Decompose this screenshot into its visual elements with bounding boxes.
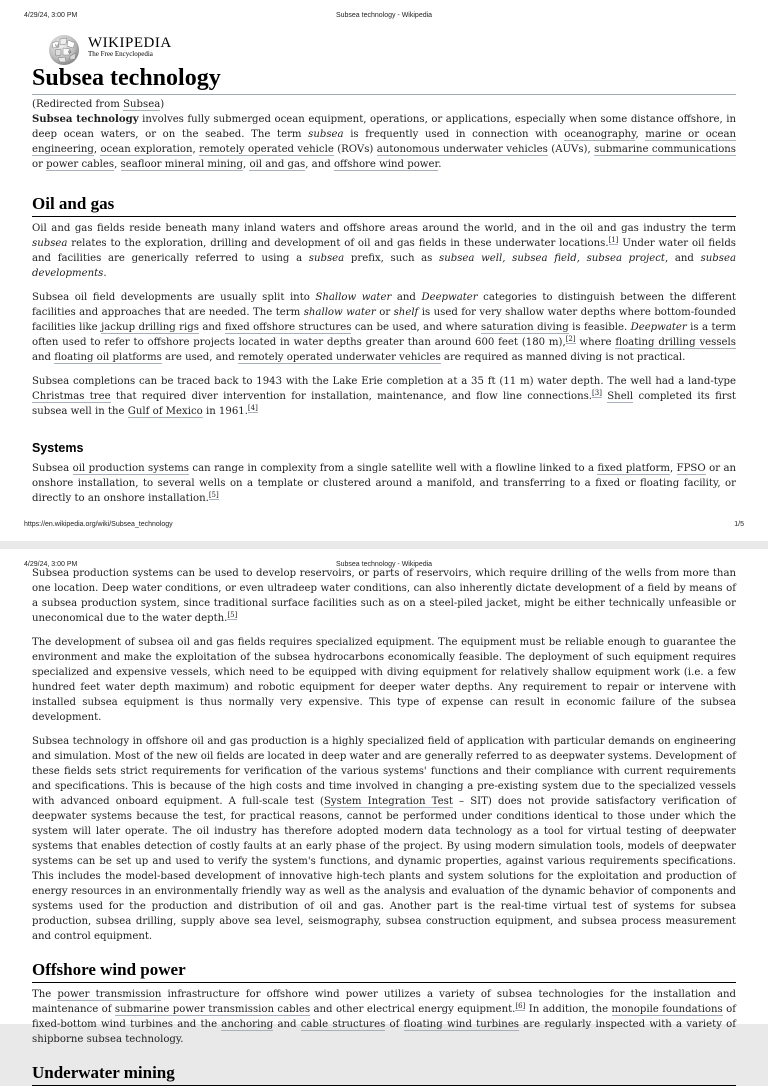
citation-1[interactable]: [1] bbox=[608, 235, 619, 244]
link-fixed-offshore-structures[interactable]: fixed offshore structures bbox=[224, 322, 352, 333]
redirect-link[interactable]: Subsea bbox=[123, 99, 161, 110]
wind-paragraph-1: The power transmission infrastructure for offshore wind power utilizes a variety of subsea technologies for the installation and maintenance of submarine power transmission cables and other electrical energy equipment.[6] In addition, the monopile foundations of fixed-bottom wind turbines and the anchoring and cable structures of floating wind turbines are regularly inspected with a variety of shipborne subsea technology. bbox=[32, 989, 737, 1045]
svg-text:W: W bbox=[55, 43, 60, 48]
link-fixed-platform[interactable]: fixed platform bbox=[597, 463, 670, 474]
link-fpso[interactable]: FPSO bbox=[676, 463, 706, 474]
citation-5b[interactable]: [5] bbox=[227, 610, 238, 619]
link-jackup-rigs[interactable]: jackup drilling rigs bbox=[101, 322, 199, 333]
link-submarine-power-cables[interactable]: submarine power transmission cables bbox=[114, 1004, 311, 1015]
article-body-page-1 bbox=[32, 63, 736, 506]
section-heading-systems: Systems bbox=[32, 441, 84, 455]
systems-paragraph-1: Subsea oil production systems can range in complexity from a single satellite well with a flowline linked to a fixed platform, FPSO or an onshore installation, to several wells on a template or clustered around a manifold, and transferring to a fixed or floating facility, or directly to an onshore installation.[5] bbox=[32, 463, 737, 504]
link-saturation-diving[interactable]: saturation diving bbox=[481, 322, 569, 333]
link-floating-drilling-vessels[interactable]: floating drilling vessels bbox=[615, 337, 736, 348]
link-ocean-exploration[interactable]: ocean exploration bbox=[100, 144, 193, 155]
oil-gas-paragraph-1: Oil and gas fields reside beneath many inland waters and offshore areas around the world, and in the oil and gas industry the term subsea relates to the exploration, drilling and development of oil and gas fields in these underwater locations.[1] Under water oil fields and facilities are generically referred to using a subsea prefix, such as subsea well, subsea field, subsea project, and subsea developments. bbox=[32, 223, 737, 279]
citation-6[interactable]: [6] bbox=[515, 1001, 526, 1010]
citation-3[interactable]: [3] bbox=[592, 388, 602, 397]
section-heading-offshore-wind-power: Offshore wind power bbox=[32, 959, 736, 983]
wordmark-tagline: The Free Encyclopedia bbox=[88, 50, 153, 58]
print-datetime: 4/29/24, 3:00 PM bbox=[24, 12, 78, 19]
section-heading-oil-and-gas: Oil and gas bbox=[32, 193, 736, 217]
systems-paragraph-3: The development of subsea oil and gas fields requires specialized equipment. The equipment must be reliable enough to guarantee the environment and make the exploitation of the subsea hydrocarbons economically feasible. The deployment of such equipment requires specialized and expensive vessels, which need to be equipped with diving equipment for relatively shallow equipment work (i.e. a few hundred feet water depth maximum) and robotic equipment for deeper water depths. Any requirement to repair or intervene with installed subsea equipment is thus normally very expensive. This type of expense can result in economic failure of the subsea development. bbox=[32, 637, 736, 723]
link-floating-wind-turbines[interactable]: floating wind turbines bbox=[403, 1019, 520, 1030]
link-remotely-operated-vehicles[interactable]: remotely operated underwater vehicles bbox=[237, 352, 441, 363]
link-shell[interactable]: Shell bbox=[607, 391, 634, 402]
systems-paragraph-2: Subsea production systems can be used to develop reservoirs, or parts of reservoirs, which require drilling of the wells from more than one location. Deep water conditions, or even ultradeep water conditions, can also inherently dictate development of a field by means of a subsea production system, since traditional surface facilities such as on a steel-piled jacket, might be either technically unfeasible or uneconomical due to the water depth.[5] bbox=[32, 568, 736, 624]
link-floating-oil-platforms[interactable]: floating oil platforms bbox=[54, 352, 162, 363]
link-cable-structures[interactable]: cable structures bbox=[300, 1019, 386, 1030]
lead-paragraph: Subsea technology involves fully submerged ocean equipment, operations, or applications, especially when some distance offshore, in deep ocean waters, or on the seabed. The term subsea is frequently used in connection with oceanography, marine or ocean engineering, ocean exploration, remotely operated vehicle (ROVs) autonomous underwater vehicles (AUVs), submarine communications or power cables, seafloor mineral mining, oil and gas, and offshore wind power. bbox=[32, 113, 737, 170]
svg-text:Ω: Ω bbox=[68, 49, 72, 54]
citation-2[interactable]: [2] bbox=[565, 334, 576, 343]
link-christmas-tree[interactable]: Christmas tree bbox=[32, 391, 111, 402]
link-anchoring[interactable]: anchoring bbox=[221, 1019, 274, 1030]
link-auv[interactable]: autonomous underwater vehicles bbox=[376, 144, 548, 155]
article-body-page-2 bbox=[32, 566, 736, 1086]
systems-paragraph-4: Subsea technology in offshore oil and gas production is a highly specialized field of application with particular demands on engineering and simulation. Most of the new oil fields are located in deep water and are generally referred to as deepwater systems. Development of these fields sets strict requirements for verification of the various systems' functions and their compliance with current requirements and specifications. This is because of the high costs and time involved in changing a pre-existing system due to the specialized vessels with advanced onboard equipment. A full-scale test (System Integration Test – SIT) does not provide satisfactory verification of deepwater systems because the test, for practical reasons, cannot be performed under conditions identical to those under which the system will later operate. The oil industry has therefore adopted modern data technology as a tool for virtual testing of deepwater systems that enables detection of costly faults at an early phase of the project. By using modern simulation tools, models of deepwater systems can be set up and used to verify the system's functions, and dynamic properties, against various requirements specifications. This includes the model-based development of innovative high-tech plants and system solutions for the exploitation and production of energy resources in an environmentally friendly way as well as the analysis and evaluation of the dynamic behavior of components and systems used for the production and distribution of oil and gas. Another part is the real-time virtual test of systems for subsea production, subsea drilling, supply above sea level, seismography, subsea construction equipment, and subsea process measurement and control equipment. bbox=[32, 736, 736, 942]
wordmark-title: WIKIPEDIA bbox=[88, 35, 172, 51]
link-system-integration-test[interactable]: System Integration Test bbox=[324, 796, 453, 807]
link-oil-production-systems[interactable]: oil production systems bbox=[72, 463, 189, 474]
oil-gas-paragraph-2: Subsea oil field developments are usually split into Shallow water and Deepwater categories to distinguish between the different facilities and approaches that are needed. The term shallow water or shelf is used for very shallow water depths where bottom-founded facilities like jackup drilling rigs and fixed offshore structures can be used, and where saturation diving is feasible. Deepwater is a term often used to refer to offshore projects located in water depths greater than around 600 feet (180 m),[2] where floating drilling vessels and floating oil platforms are used, and remotely operated underwater vehicles are required as manned diving is not practical. bbox=[32, 292, 737, 363]
link-marine-engineering[interactable]: marine or ocean engineering bbox=[32, 129, 737, 155]
link-submarine-communications[interactable]: submarine communications bbox=[594, 144, 737, 155]
print-url: https://en.wikipedia.org/wiki/Subsea_technology bbox=[24, 521, 173, 528]
link-power-transmission[interactable]: power transmission bbox=[57, 989, 162, 1000]
citation-4[interactable]: [4] bbox=[247, 403, 258, 412]
link-rov[interactable]: remotely operated vehicle bbox=[199, 144, 334, 155]
link-power-cables[interactable]: power cables bbox=[46, 159, 115, 170]
link-oil-and-gas[interactable]: oil and gas bbox=[249, 159, 306, 170]
oil-gas-paragraph-3: Subsea completions can be traced back to 1943 with the Lake Erie completion at a 35 ft (11 m) water depth. The well had a land-type Christmas tree that required diver intervention for installation, maintenance, and flow line connections.[3] Shell completed its first subsea well in the Gulf of Mexico in 1961.[4] bbox=[32, 376, 736, 417]
link-gulf-of-mexico[interactable]: Gulf of Mexico bbox=[127, 406, 203, 417]
link-oceanography[interactable]: oceanography bbox=[564, 129, 636, 140]
citation-5[interactable]: [5] bbox=[208, 490, 219, 499]
print-datetime-2: 4/29/24, 3:00 PM bbox=[24, 561, 78, 568]
link-monopile-foundations[interactable]: monopile foundations bbox=[611, 1004, 723, 1015]
link-seafloor-mining[interactable]: seafloor mineral mining bbox=[120, 159, 244, 170]
section-heading-underwater-mining: Underwater mining bbox=[32, 1062, 736, 1086]
wikipedia-wordmark[interactable] bbox=[88, 35, 172, 58]
wikipedia-globe-icon[interactable] bbox=[46, 31, 82, 67]
print-title-2: Subsea technology - Wikipedia bbox=[335, 561, 433, 568]
print-header bbox=[0, 12, 768, 24]
print-page-number: 1/5 bbox=[734, 521, 744, 528]
page-title: Subsea technology bbox=[32, 63, 736, 95]
redirect-notice: (Redirected from Subsea) bbox=[32, 99, 165, 110]
print-title: Subsea technology - Wikipedia bbox=[335, 12, 433, 19]
link-offshore-wind-power[interactable]: offshore wind power bbox=[333, 159, 439, 170]
